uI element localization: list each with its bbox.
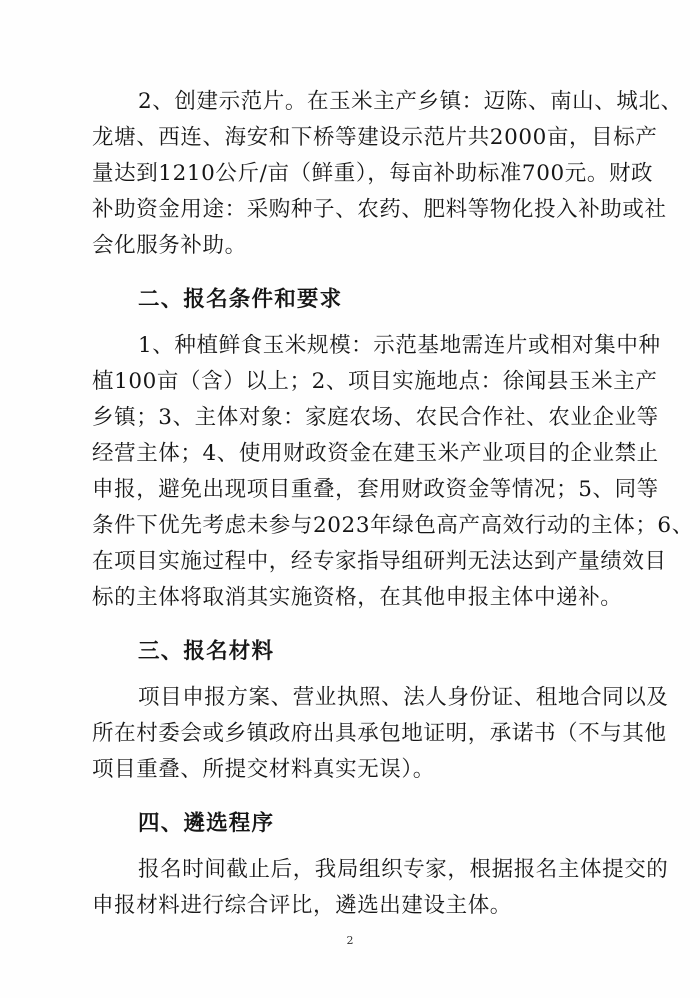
paragraph-line: 报名时间截止后，我局组织专家，根据报名主体提交的 — [138, 857, 669, 882]
paragraph-line: 1、种植鲜食玉米规模：示范基地需连片或相对集中种 — [138, 333, 661, 358]
paragraph-line: 项目重叠、所提交材料真实无误）。 — [92, 757, 435, 782]
paragraph-line: 经营主体；4、使用财政资金在建玉米产业项目的企业禁止 — [92, 441, 659, 466]
paragraph-line: 在项目实施过程中，经专家指导组研判无法达到产量绩效目 — [92, 549, 667, 574]
paragraph-line: 项目申报方案、营业执照、法人身份证、租地合同以及 — [138, 685, 669, 710]
paragraph-line: 所在村委会或乡镇政府出具承包地证明，承诺书（不与其他 — [92, 721, 667, 746]
page-number: 2 — [346, 934, 354, 947]
paragraph-line: 植100亩（含）以上；2、项目实施地点：徐闻县玉米主产 — [92, 369, 658, 394]
paragraph-line: 龙塘、西连、海安和下桥等建设示范片共2000亩，目标产 — [92, 125, 658, 150]
paragraph-line: 会化服务补助。 — [92, 233, 247, 258]
paragraph-line: 标的主体将取消其实施资格，在其他申报主体中递补。 — [92, 585, 623, 610]
paragraph-line: 量达到1210公斤/亩（鲜重），每亩补助标准700元。财政 — [92, 161, 654, 186]
section-heading: 四、遴选程序 — [138, 811, 275, 836]
section-heading: 二、报名条件和要求 — [138, 287, 343, 312]
paragraph-line: 补助资金用途：采购种子、农药、肥料等物化投入补助或社 — [92, 197, 667, 222]
section-heading: 三、报名材料 — [138, 639, 275, 664]
paragraph-line: 条件下优先考虑未参与2023年绿色高产高效行动的主体；6、 — [92, 513, 694, 538]
paragraph-line: 申报材料进行综合评比，遴选出建设主体。 — [92, 893, 512, 918]
paragraph-line: 乡镇；3、主体对象：家庭农场、农民合作社、农业企业等 — [92, 405, 659, 430]
paragraph-line: 申报，避免出现项目重叠，套用财政资金等情况；5、同等 — [92, 477, 659, 502]
paragraph-line: 2、创建示范片。在玉米主产乡镇：迈陈、南山、城北、 — [138, 89, 683, 114]
